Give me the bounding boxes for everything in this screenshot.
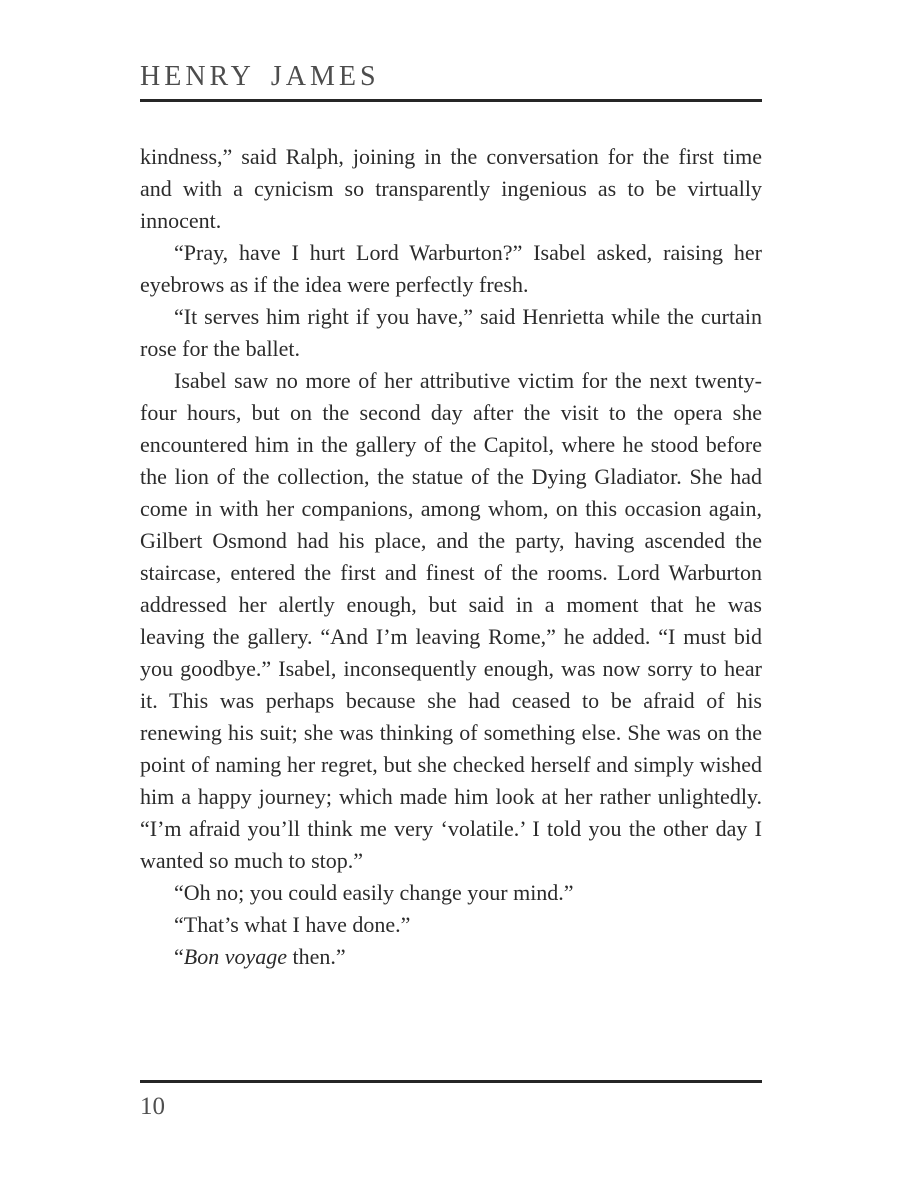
paragraph-dialogue-pray: “Pray, have I hurt Lord Warburton?” Isabel asked, raising her eyebrows as if the idea were perfectly fresh. <box>140 240 762 297</box>
paragraph-dialogue-bon-voyage <box>140 941 762 973</box>
paragraph-narrative: Isabel saw no more of her attributive victim for the next twenty-four hours, but on the second day after the visit to the opera she encountered him in the gallery of the Capitol, where he stood before the lion of the collection, the statue of the Dying Gladiator. She had come in with her companions, among whom, on this occasion again, Gilbert Osmond had his place, and the party, having ascended the staircase, entered the first and finest of the rooms. Lord Warburton addressed her alertly enough, but said in a moment that he was leaving the gallery. “And I’m leaving Rome,” he added. “I must bid you goodbye.” Isabel, inconsequently enough, was now sorry to hear it. This was perhaps because she had ceased to be afraid of his renewing his suit; she was thinking of something else. She was on the point of naming her regret, but she checked herself and simply wished him a happy journey; which made him look at her rather unlightedly. “I’m afraid you’ll think me very ‘volatile.’ I told you the other day I wanted so much to stop.” <box>140 368 762 873</box>
header-rule <box>140 99 762 102</box>
author-name: HENRY JAMES <box>140 61 380 92</box>
paragraph-dialogue-ohno: “Oh no; you could easily change your mind.” <box>174 880 574 905</box>
body-text <box>140 141 762 973</box>
italic-phrase: Bon voyage <box>183 944 287 969</box>
page-footer <box>140 1080 762 1121</box>
page-number: 10 <box>140 1093 165 1120</box>
footer-rule <box>140 1080 762 1083</box>
paragraph-continuation: kindness,” said Ralph, joining in the conversation for the first time and with a cynicism so transparently ingenious as to be virtually innocent. <box>140 144 762 233</box>
paragraph-end: then.” <box>287 944 346 969</box>
quote-open: “ <box>174 944 184 969</box>
page-content <box>140 0 762 973</box>
page-header <box>140 0 762 102</box>
paragraph-dialogue-serves: “It serves him right if you have,” said Henrietta while the curtain rose for the ballet. <box>140 304 762 361</box>
paragraph-dialogue-done: “That’s what I have done.” <box>174 912 411 937</box>
